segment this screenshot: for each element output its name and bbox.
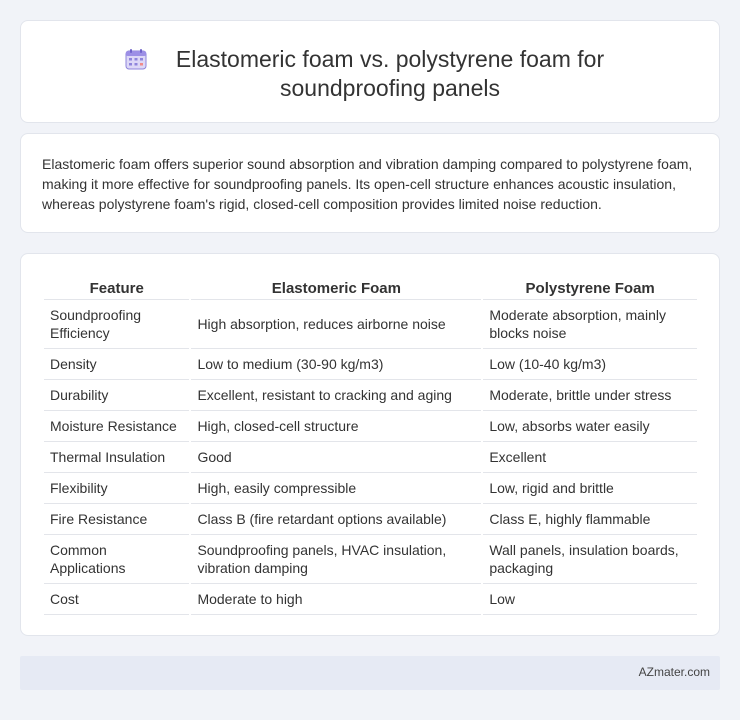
elastomeric-cell: Soundproofing panels, HVAC insulation, vibration damping bbox=[191, 535, 481, 584]
feature-cell: Soundproofing Efficiency bbox=[44, 300, 189, 349]
polystyrene-cell: Low (10-40 kg/m3) bbox=[483, 349, 697, 380]
feature-cell: Flexibility bbox=[44, 473, 189, 504]
title-card bbox=[20, 20, 720, 123]
table-row bbox=[44, 584, 697, 615]
polystyrene-cell: Class E, highly flammable bbox=[483, 504, 697, 535]
table-row bbox=[44, 380, 697, 411]
table-row bbox=[44, 300, 697, 349]
footer-brand: AZmater.com bbox=[638, 665, 710, 679]
elastomeric-cell: Class B (fire retardant options available) bbox=[191, 504, 481, 535]
feature-cell: Density bbox=[44, 349, 189, 380]
polystyrene-cell: Low bbox=[483, 584, 697, 615]
polystyrene-cell: Moderate absorption, mainly blocks noise bbox=[483, 300, 697, 349]
column-header-feature: Feature bbox=[44, 276, 189, 300]
column-header-polystyrene: Polystyrene Foam bbox=[483, 276, 697, 300]
feature-cell: Thermal Insulation bbox=[44, 442, 189, 473]
elastomeric-cell: Low to medium (30-90 kg/m3) bbox=[191, 349, 481, 380]
elastomeric-cell: Excellent, resistant to cracking and aging bbox=[191, 380, 481, 411]
feature-cell: Durability bbox=[44, 380, 189, 411]
table-row bbox=[44, 411, 697, 442]
comparison-table bbox=[42, 276, 699, 615]
polystyrene-cell: Low, rigid and brittle bbox=[483, 473, 697, 504]
page-title: Elastomeric foam vs. polystyrene foam for soundproofing panels bbox=[175, 46, 605, 101]
feature-cell: Fire Resistance bbox=[44, 504, 189, 535]
table-row bbox=[44, 535, 697, 584]
comparison-table-card bbox=[20, 253, 720, 636]
summary-card bbox=[20, 133, 720, 233]
polystyrene-cell: Wall panels, insulation boards, packaging bbox=[483, 535, 697, 584]
elastomeric-cell: High, easily compressible bbox=[191, 473, 481, 504]
elastomeric-cell: High, closed-cell structure bbox=[191, 411, 481, 442]
footer-bar bbox=[20, 656, 720, 690]
table-row bbox=[44, 504, 697, 535]
feature-cell: Common Applications bbox=[44, 535, 189, 584]
table-header-row bbox=[44, 276, 697, 300]
polystyrene-cell: Excellent bbox=[483, 442, 697, 473]
elastomeric-cell: Moderate to high bbox=[191, 584, 481, 615]
summary-text: Elastomeric foam offers superior sound absorption and vibration damping compared to polystyrene foam, making it more effective for soundproofing panels. Its open-cell structure enhances acoustic insulation, whereas polystyrene foam's rigid, closed-cell composition provides limited noise reduction. bbox=[42, 156, 693, 212]
table-row bbox=[44, 473, 697, 504]
feature-cell: Cost bbox=[44, 584, 189, 615]
polystyrene-cell: Moderate, brittle under stress bbox=[483, 380, 697, 411]
column-header-elastomeric: Elastomeric Foam bbox=[191, 276, 481, 300]
elastomeric-cell: High absorption, reduces airborne noise bbox=[191, 300, 481, 349]
table-row bbox=[44, 442, 697, 473]
elastomeric-cell: Good bbox=[191, 442, 481, 473]
feature-cell: Moisture Resistance bbox=[44, 411, 189, 442]
polystyrene-cell: Low, absorbs water easily bbox=[483, 411, 697, 442]
table-row bbox=[44, 349, 697, 380]
